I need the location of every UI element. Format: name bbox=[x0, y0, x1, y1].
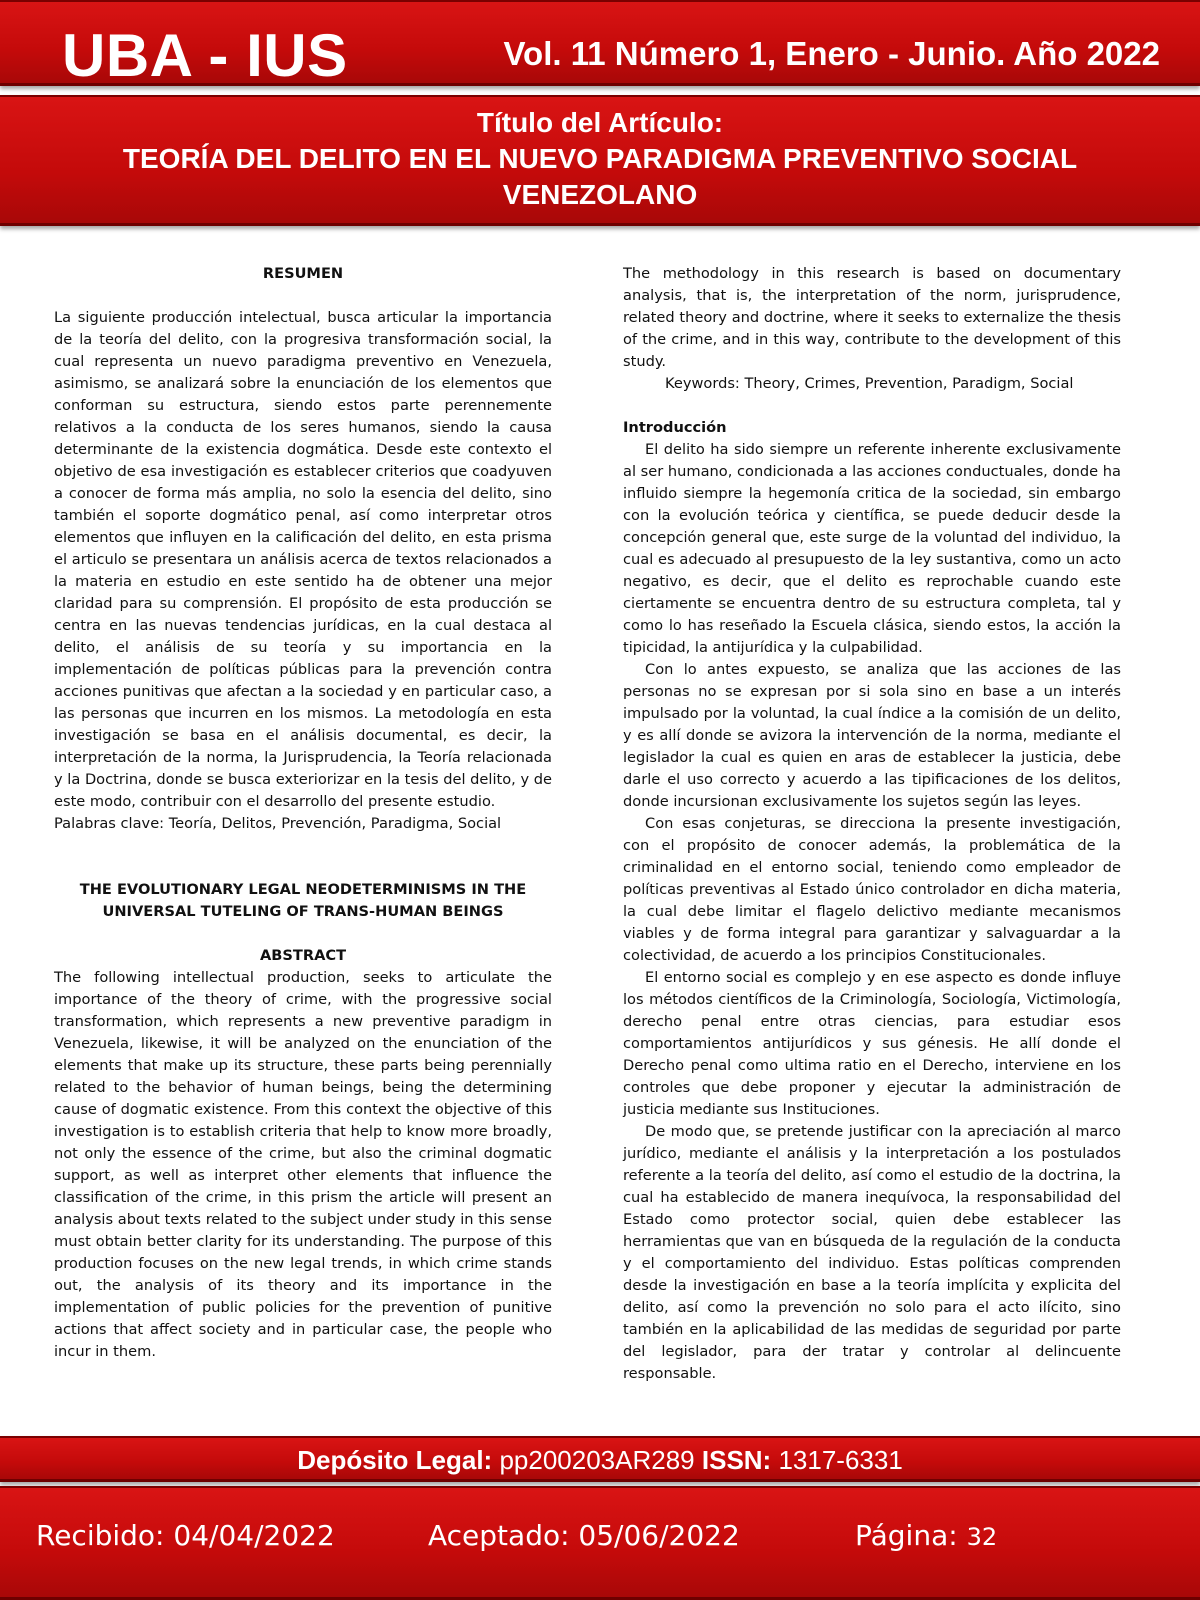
volume-info: Vol. 11 Número 1, Enero - Junio. Año 2022 bbox=[503, 35, 1160, 72]
abstract-body: The following intellectual production, seeks to articulate the importance of the theory of crime, with the progressive social transformation, which represents a new preventive paradigm in Venezuela, likewise, it will be analyzed on the enunciation of the elements that make up its structure, these parts being perennially related to the behavior of human beings, being the determining cause of dogmatic existence. From this context the objective of this investigation is to establish criteria that help to know more broadly, not only the essence of the crime, but also the criminal dogmatic support, as well as interpret other elements that influence the classification of the crime, in this prism the article will present an analysis about texts related to the subject under study in this sense must obtain better clarity for its understanding. The purpose of this production focuses on the new legal trends, in which crime stands out, the analysis of its theory and its importance in the implementation of public policies for the prevention of punitive actions that affect society and in particular case, the people who incur in them. bbox=[54, 969, 552, 1360]
intro-paragraph: Con esas conjeturas, se direcciona la presente investigación, con el propósito de conocer además, la problemática de la criminalidad en el entorno social, teniendo como empleador de políticas preventivas al Estado único controlador en dicha materia, la cual debe limitar el flagelo delictivo mediante mecanismos viables y de forma integral para garantizar y salvaguardar a la colectividad, de acuerdo a los principios Constitucionales. bbox=[623, 815, 1121, 964]
deposit-legal-banner bbox=[0, 1436, 1200, 1482]
right-column bbox=[623, 263, 1121, 1385]
journal-header bbox=[0, 0, 1200, 89]
english-title-line-1: THE EVOLUTIONARY LEGAL NEODETERMINISMS IN THE bbox=[79, 881, 527, 898]
footer-banner bbox=[0, 1486, 1200, 1600]
deposit-legal-value: pp200203AR289 bbox=[499, 1445, 695, 1475]
resumen-keywords: Palabras clave: Teoría, Delitos, Prevención, Paradigma, Social bbox=[54, 815, 502, 832]
deposit-legal-label: Depósito Legal: bbox=[297, 1445, 493, 1475]
page-label: Página: bbox=[855, 1519, 958, 1552]
received-date: Recibido: 04/04/2022 bbox=[36, 1519, 335, 1552]
abstract-body-continued: The methodology in this research is based on documentary analysis, that is, the interpretation of the norm, jurisprudence, related theory and doctrine, where it seeks to externalize the thesis of the crime, and in this way, contribute to the development of this study. bbox=[623, 265, 1121, 370]
left-column bbox=[54, 263, 552, 1363]
english-title-line-2: UNIVERSAL TUTELING OF TRANS-HUMAN BEINGS bbox=[102, 903, 504, 920]
page-number bbox=[855, 1516, 997, 1557]
issn-label: ISSN: bbox=[701, 1445, 772, 1475]
article-title: TEORÍA DEL DELITO EN EL NUEVO PARADIGMA PREVENTIVO SOCIAL VENEZOLANO bbox=[122, 143, 1078, 210]
deposit-line bbox=[0, 1443, 1200, 1477]
resumen-body: La siguiente producción intelectual, busca articular la importancia de la teoría del delito, con la progresiva transformación social, la cual representa un nuevo paradigma preventivo en Venezuela, asimismo, se analizará sobre la enunciación de los elementos que conforman su estructura, siendo estos parte perennemente relativos a la conducta de los seres humanos, siendo la causa determinante de la existencia dogmática. Desde este contexto el objetivo de esa investigación es establecer criterios que coadyuven a conocer de forma más amplia, no solo la esencia del delito, sino también el soporte dogmático penal, así como interpretar otros elementos que influyen en la calificación del delito, en esta prisma el articulo se presentara un análisis acerca de textos relacionados a la materia en estudio en este sentido ha de obtener una mejor claridad para su comprensión. El propósito de esta producción se centra en las nuevas tendencias jurídicas, en la cual destaca al delito, el análisis de su teoría y su importancia en la implementación de políticas públicas para la prevención contra acciones punitivas que afectan a la sociedad y en particular caso, a las personas que incurren en los mismos. La metodología en esta investigación se basa en el análisis documental, es decir, la interpretación de la norma, la Jurisprudencia, la Teoría relacionada y la Doctrina, donde se busca exteriorizar en la tesis del delito, y de este modo, contribuir con el desarrollo del presente estudio. bbox=[54, 309, 552, 810]
page-number-value: 32 bbox=[966, 1523, 998, 1551]
article-title-banner bbox=[0, 95, 1200, 226]
journal-name: UBA - IUS bbox=[62, 22, 348, 89]
resumen-heading: RESUMEN bbox=[262, 265, 344, 282]
intro-paragraph: El delito ha sido siempre un referente inherente exclusivamente al ser humano, condicionada a las acciones conductuales, donde ha influido siempre la hegemonía critica de la sociedad, sin embargo con la evolución teórica y científica, se puede deducir desde la concepción general que, este surge de la voluntad del individuo, la cual es adecuado al presupuesto de la ley sustantiva, como un acto negativo, es decir, que el delito es reprochable cuando este ciertamente se encuentra dentro de su estructura completa, tal y como lo has reseñado la Escuela clásica, siendo estos, la acción la tipicidad, la antijurídica y la culpabilidad. bbox=[623, 441, 1121, 656]
intro-paragraph: Con lo antes expuesto, se analiza que las acciones de las personas no se expresan por si sola sino en base a un interés impulsado por la voluntad, la cual índice a la comisión de un delito, y es allí donde se avizora la intervención de la norma, mediante el legislador la cual es quien en aras de establecer la justicia, debe darle el uso correcto y acuerdo a las tipificaciones de los delitos, donde incursionan exclusivamente los sujetos según las leyes. bbox=[623, 661, 1121, 810]
introduccion-heading: Introducción bbox=[623, 419, 727, 436]
accepted-date: Aceptado: 05/06/2022 bbox=[428, 1519, 740, 1552]
abstract-keywords: Keywords: Theory, Crimes, Prevention, Paradigm, Social bbox=[665, 375, 1074, 392]
title-label: Título del Artículo: bbox=[476, 107, 724, 138]
issn-value: 1317-6331 bbox=[778, 1445, 903, 1475]
intro-paragraph: El entorno social es complejo y en ese aspecto es donde influye los métodos científicos de la Criminología, Sociología, Victimología, derecho penal entre otras ciencias, para estudiar esos comportamientos antijurídicos y sus génesis. He allí donde el Derecho penal como ultima ratio en el Derecho, interviene en los controles que debe proponer y ejecutar la administración de justicia mediante sus Instituciones. bbox=[623, 969, 1121, 1118]
abstract-heading: ABSTRACT bbox=[259, 947, 347, 964]
intro-paragraph: De modo que, se pretende justificar con la apreciación al marco jurídico, mediante el análisis y la interpretación a los postulados referente a la teoría del delito, así como el estudio de la doctrina, la cual ha establecido de manera inequívoca, la responsabilidad del Estado como protector social, quien debe establecer las herramientas que van en búsqueda de la regulación de la conducta y el comportamiento del individuo. Estas políticas comprenden desde la investigación en base a la teoría implícita y explicita del delito, así como la prevención no solo para el acto ilícito, sino también en la aplicabilidad de las medidas de seguridad por parte del legislador, para der tratar y controlar al delincuente responsable. bbox=[623, 1123, 1121, 1382]
